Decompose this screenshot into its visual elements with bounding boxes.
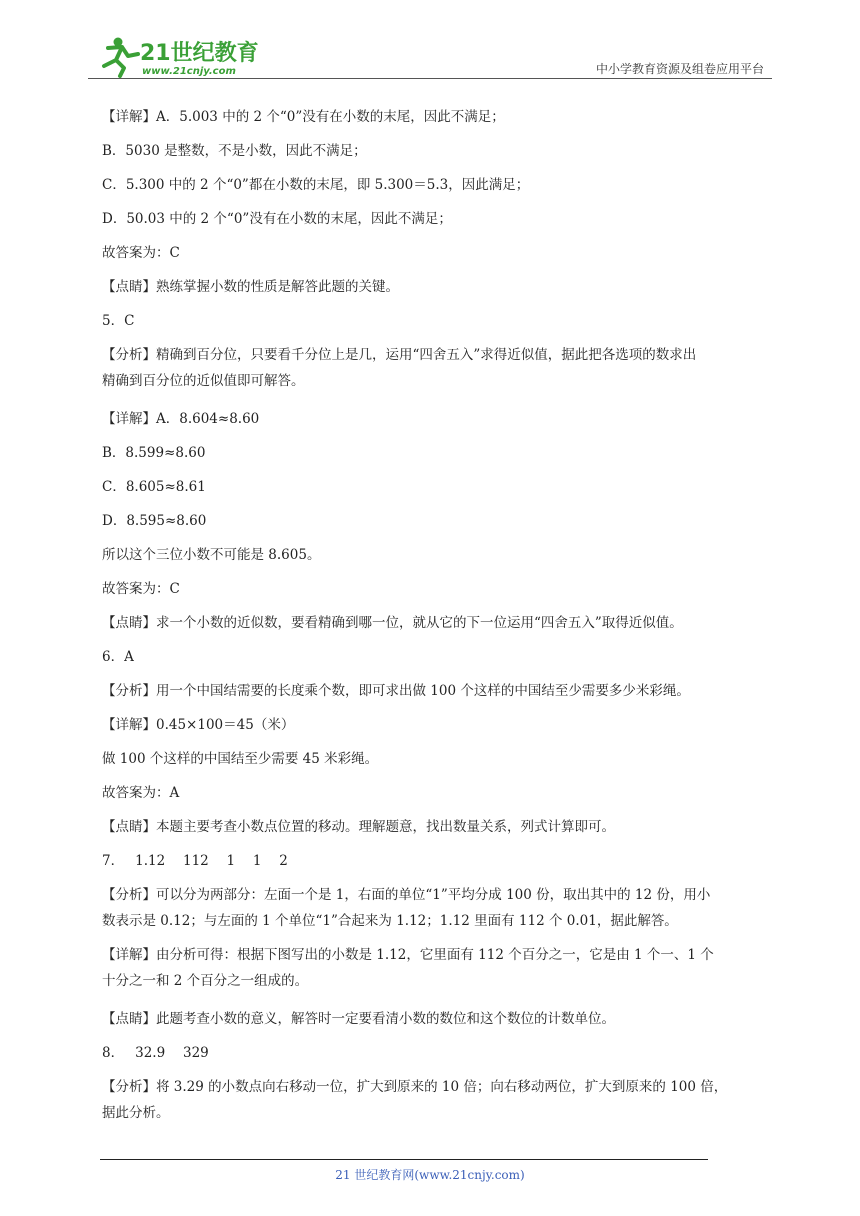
text-line: B．5030 是整数，不是小数，因此不满足；	[102, 143, 367, 159]
text-line: 【分析】将 3.29 的小数点向右移动一位，扩大到原来的 10 倍；向右移动两位，扩大到原来的 100 倍，	[102, 1079, 728, 1095]
platform-title: 中小学教育资源及组卷应用平台	[595, 62, 764, 76]
text-line: D．50.03 中的 2 个“0”没有在小数的末尾，因此不满足；	[102, 211, 452, 227]
page-header	[88, 30, 772, 82]
text-line: 【点睛】熟练掌握小数的性质是解答此题的关键。	[102, 279, 399, 295]
text-line: 【详解】A．5.003 中的 2 个“0”没有在小数的末尾，因此不满足；	[102, 109, 505, 125]
text-line: 做 100 个这样的中国结至少需要 45 米彩绳。	[102, 751, 379, 767]
footer-divider	[100, 1159, 708, 1160]
text-line: 精确到百分位的近似值即可解答。	[102, 373, 305, 389]
runner-icon	[104, 47, 138, 76]
text-line: 【点睛】求一个小数的近似数，要看精确到哪一位，就从它的下一位运用“四舍五入”取得近似值。	[102, 615, 683, 631]
question-number: 7． 1.12 112 1 1 2	[102, 853, 288, 869]
text-line: 【点睛】此题考查小数的意义，解答时一定要看清小数的数位和这个数位的计数单位。	[102, 1011, 615, 1027]
text-line: 故答案为：C	[102, 245, 180, 261]
text-line: 【分析】可以分为两部分：左面一个是 1，右面的单位“1”平均分成 100 份，取出其中的 12 份，用小	[102, 887, 711, 903]
text-line: 【点睛】本题主要考查小数点位置的移动。理解题意，找出数量关系，列式计算即可。	[102, 819, 615, 835]
question-number: 8． 32.9 329	[102, 1045, 209, 1061]
text-line: 数表示是 0.12；与左面的 1 个单位“1”合起来为 1.12；1.12 里面有 112 个 0.01，据此解答。	[102, 913, 678, 929]
text-line: 十分之一和 2 个百分之一组成的。	[102, 973, 309, 989]
text-line: 故答案为：A	[102, 785, 180, 801]
text-line: 所以这个三位小数不可能是 8.605。	[102, 547, 321, 563]
text-line: 【分析】精确到百分位，只要看千分位上是几，运用“四舍五入”求得近似值，据此把各选项的数求出	[102, 347, 697, 363]
text-line: 【详解】0.45×100＝45（米）	[102, 717, 295, 733]
text-line: 据此分析。	[102, 1105, 170, 1121]
site-logo	[94, 34, 264, 78]
text-line: C．8.605≈8.61	[102, 479, 206, 495]
text-line: 【详解】由分析可得：根据下图写出的小数是 1.12，它里面有 112 个百分之一，它是由 1 个一、1 个	[102, 947, 714, 963]
header-divider	[88, 78, 772, 79]
text-line: D．8.595≈8.60	[102, 513, 207, 529]
text-line: C．5.300 中的 2 个“0”都在小数的末尾，即 5.300＝5.3，因此满足；	[102, 177, 530, 193]
footer-text: 21 世纪教育网(www.21cnjy.com)	[335, 1168, 525, 1182]
question-number: 6．A	[102, 649, 134, 665]
text-line: 【详解】A．8.604≈8.60	[102, 411, 260, 427]
text-line: 【分析】用一个中国结需要的长度乘个数，即可求出做 100 个这样的中国结至少需要多少米彩绳。	[102, 683, 690, 699]
text-line: 故答案为：C	[102, 581, 180, 597]
question-number: 5．C	[102, 313, 135, 329]
text-line: B．8.599≈8.60	[102, 445, 206, 461]
document-body	[102, 100, 762, 1134]
logo-sub-text: www.21cnjy.com	[142, 66, 236, 77]
logo-main-text: 21世纪教育	[140, 41, 259, 66]
